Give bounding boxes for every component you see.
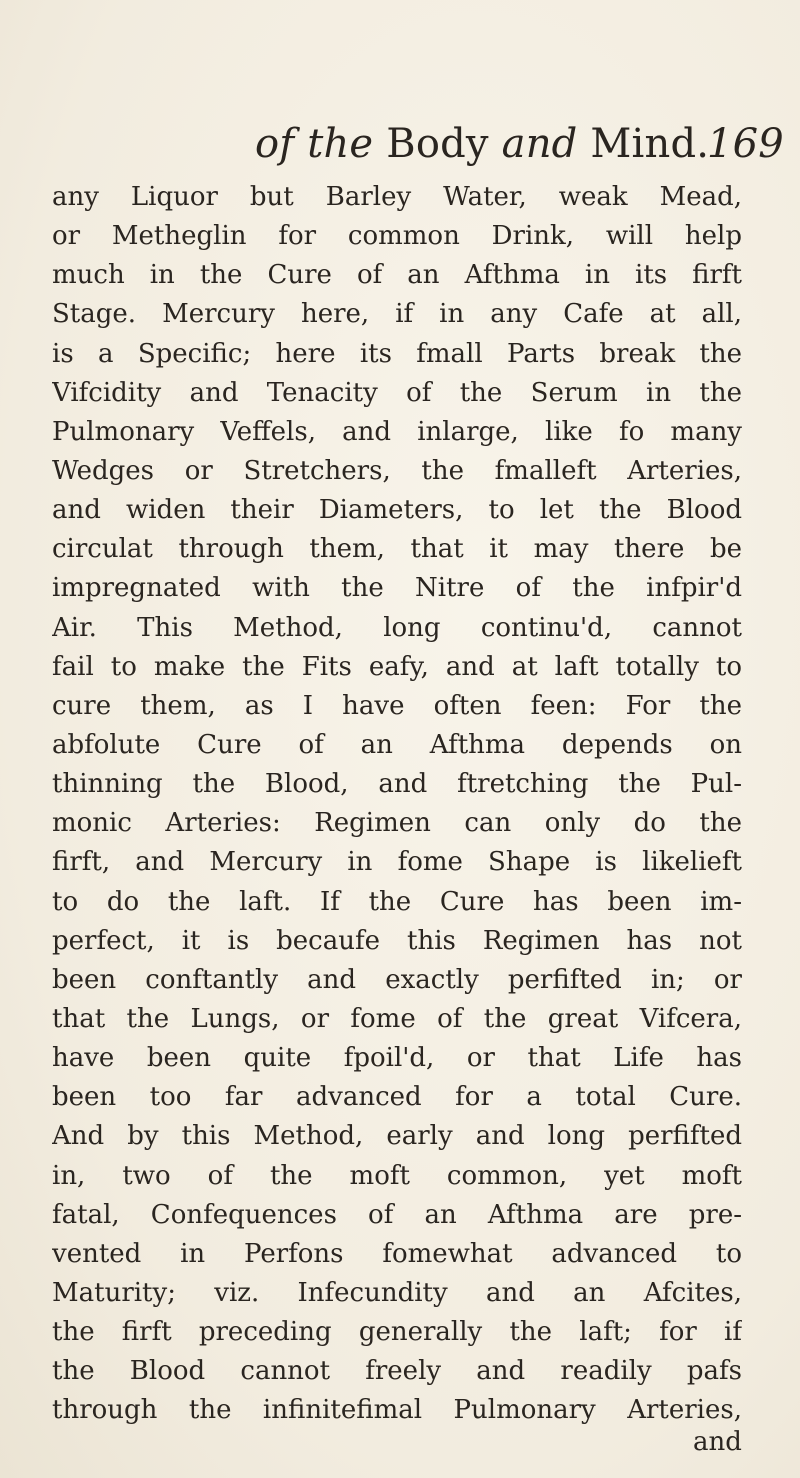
text-line: any Liquor but Barley Water, weak Mead, [52, 182, 742, 212]
text-line: is a Specific; here its fmall Parts break the [52, 338, 742, 369]
text-line: the firft preceding generally the laft; for if [52, 1317, 742, 1348]
text-line: Air. This Method, long continu'd, cannot [52, 612, 742, 643]
header-title2: Mind. [590, 121, 710, 167]
page-number: 169 [707, 121, 784, 167]
text-line: vented in Perfons fomewhat advanced to [52, 1238, 742, 1269]
header-connector: and [501, 121, 578, 167]
running-header [255, 120, 784, 168]
text-line: monic Arteries: Regimen can only do the [52, 808, 742, 839]
header-prefix: of the [255, 121, 374, 167]
text-line: abfolute Cure of an Afthma depends on [52, 729, 742, 760]
text-line: to do the laft. If the Cure has been im- [52, 886, 742, 917]
text-line: the Blood cannot freely and readily pafs [52, 1356, 742, 1387]
text-line: that the Lungs, or fome of the great Vifcera, [52, 1003, 742, 1034]
text-line: Vifcidity and Tenacity of the Serum in the [52, 377, 742, 408]
text-line: have been quite fpoil'd, or that Life has [52, 1043, 742, 1074]
text-line: Stage. Mercury here, if in any Cafe at all, [52, 299, 742, 330]
text-line: been conftantly and exactly perfifted in; or [52, 964, 742, 995]
text-line: fail to make the Fits eafy, and at laft totally to [52, 651, 742, 682]
text-line: and widen their Diameters, to let the Blood [52, 495, 742, 526]
text-line: thinning the Blood, and ftretching the Pul- [52, 769, 742, 800]
text-line: firft, and Mercury in fome Shape is likelieft [52, 847, 742, 878]
text-line: cure them, as I have often feen: For the [52, 690, 742, 721]
text-line: Wedges or Stretchers, the fmalleft Arteries, [52, 455, 742, 486]
text-line: And by this Method, early and long perfifted [52, 1121, 742, 1152]
text-line: or Metheglin for common Drink, will help [52, 221, 742, 252]
text-line: much in the Cure of an Afthma in its firft [52, 260, 742, 291]
text-line: impregnated with the Nitre of the infpir'd [52, 573, 742, 604]
text-line: perfect, it is becaufe this Regimen has not [52, 925, 742, 956]
text-line: in, two of the moft common, yet moft [52, 1160, 742, 1191]
body-text [52, 178, 742, 1431]
catchword: and [693, 1427, 742, 1457]
header-title: Body [386, 121, 489, 167]
text-line: Maturity; viz. Infecundity and an Afcites, [52, 1277, 742, 1308]
text-line: Pulmonary Veffels, and inlarge, like fo many [52, 416, 742, 447]
text-line: been too far advanced for a total Cure. [52, 1082, 742, 1113]
text-line: through the infinitefimal Pulmonary Arteries, [52, 1395, 742, 1426]
text-line: fatal, Confequences of an Afthma are pre- [52, 1199, 742, 1230]
text-line: circulat through them, that it may there be [52, 534, 742, 565]
